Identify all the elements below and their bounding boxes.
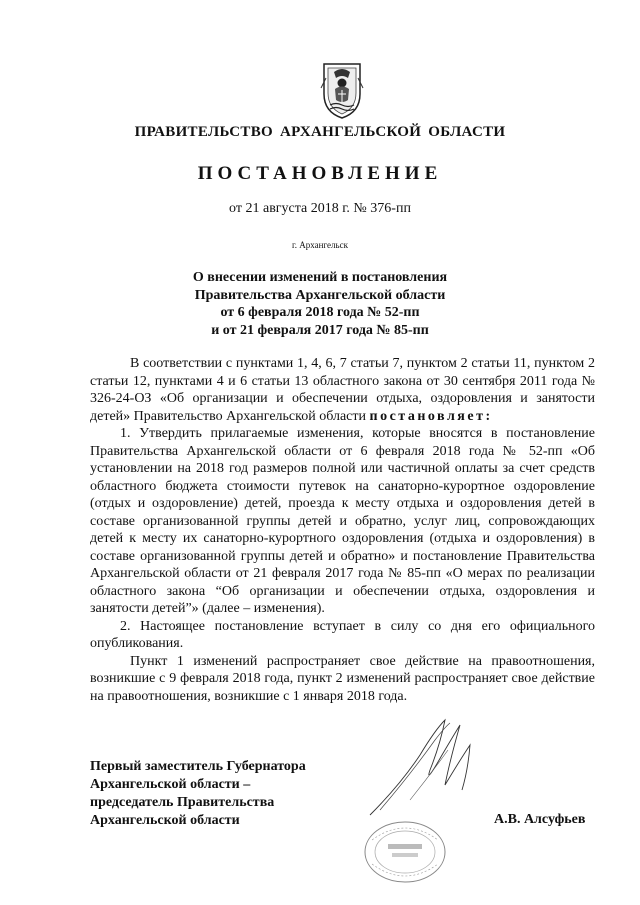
decree-paragraph-3: Пункт 1 изменений распространяет свое действие на правоотношения, возникшие с 9 февраля 2018 года, пункт 2 изменений распространяет свое действие на правоотношения, возникшие с 1 января 2018 года. — [90, 653, 595, 704]
handwritten-signature — [350, 715, 500, 825]
preamble-paragraph — [90, 355, 595, 425]
subject-line: и от 21 февраля 2017 года № 85-пп — [211, 322, 429, 338]
document-body — [90, 355, 595, 705]
subject-line: Правительства Архангельской области — [194, 287, 446, 303]
coat-of-arms-icon — [312, 58, 372, 120]
government-title: ПРАВИТЕЛЬСТВО АРХАНГЕЛЬСКОЙ ОБЛАСТИ — [134, 124, 506, 140]
signer-name: А.В. Алсуфьев — [494, 812, 586, 827]
official-stamp — [360, 816, 450, 886]
subject-line: от 6 февраля 2018 года № 52-пп — [220, 305, 420, 320]
signer-line: председатель Правительства — [90, 795, 275, 810]
signer-line: Первый заместитель Губернатора — [90, 759, 306, 774]
document-type-title: ПОСТАНОВЛЕНИЕ — [197, 163, 443, 184]
decree-item-1: 1. Утвердить прилагаемые изменения, которые вносятся в постановление Правительства Архангельской области от 6 февраля 2018 года № 52-пп «Об установлении на 2018 год размеров полной или частичной оплаты за счет средств областного бюджета стоимости путевок на санаторно-курортное оздоровление (отдых и оздоровление) детей, проезда к месту отдыха и оздоровления детей в составе организованной группы детей и обратно, услуг лиц, сопровождающих детей к месту их санаторно-курортного оздоровления (отдыха и оздоровления) в составе организованной группы детей и обратно» и постановление Правительства Архангельской области от 21 февраля 2017 года № 85-пп «О мерах по реализации областного закона “Об организации и обеспечении отдыха, оздоровления и занятости детей”» (далее – изменения). — [90, 426, 595, 616]
decrees-word: постановляет: — [369, 408, 493, 424]
preamble-text: В соответствии с пунктами 1, 4, 6, 7 статьи 7, пунктом 2 статьи 11, пунктом 2 статьи 12, пунктами 4 и 6 статьи 13 областного закона от 30 сентября 2011 года № 326-24-ОЗ «Об организации и обеспечении отдыха, оздоровления и занятости детей» Правительство Архангельской области — [90, 356, 595, 424]
subject-line: О внесении изменений в постановления — [192, 270, 448, 285]
document-date-number: от 21 августа 2018 г. № 376-пп — [229, 201, 411, 216]
signer-line: Архангельской области — [90, 813, 240, 828]
signer-position — [90, 758, 306, 830]
document-subject — [0, 269, 640, 339]
decree-item-2: 2. Настоящее постановление вступает в силу со дня его официального опубликования. — [90, 618, 595, 651]
signer-line: Архангельской области – — [90, 777, 251, 792]
document-city: г. Архангельск — [292, 240, 348, 250]
